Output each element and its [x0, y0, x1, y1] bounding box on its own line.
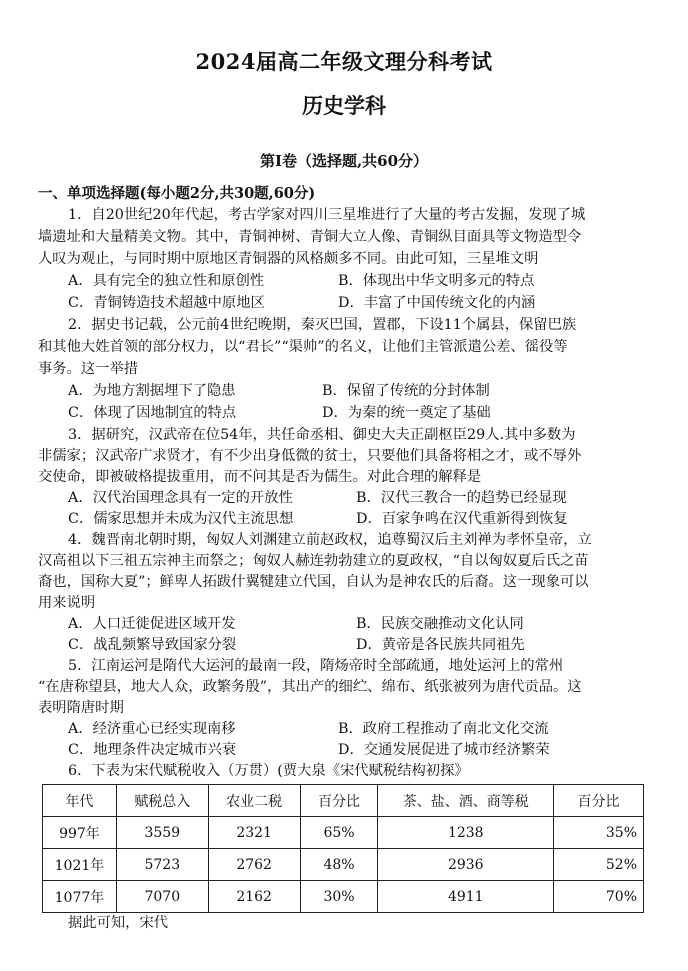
table-cell: 2936 — [378, 849, 554, 881]
question-4-option-c: C．战乱频繁导致国家分裂 — [68, 637, 237, 653]
table-header-cell: 百分比 — [300, 785, 378, 817]
table-row — [43, 849, 644, 881]
table-cell: 48% — [300, 849, 378, 881]
table-row — [43, 881, 644, 913]
question-4-line-2: 汉高祖以下三祖五宗神主而祭之；匈奴人赫连勃勃建立的夏政权，“自以匈奴夏后氏之苗 — [38, 553, 589, 569]
table-cell: 70% — [554, 881, 644, 913]
question-3-line-1: 3．据研究，汉武帝在位54年，共任命丞相、御史大夫正副枢臣29人.其中多数为 — [68, 427, 576, 443]
question-1-line-2: 墙遗址和大量精美文物。其中，青铜神树、青铜大立人像、青铜纵目面具等文物造型令 — [38, 229, 582, 245]
question-4-option-b: B．民族交融推动文化认同 — [356, 616, 524, 632]
question-3-line-3: 交使命，即被破格提拔重用，而不问其是否为儒生。对此合理的解释是 — [38, 469, 482, 485]
question-5-option-d: D．交通发展促进了城市经济繁荣 — [338, 742, 550, 758]
question-1-option-c: C．青铜铸造技术超越中原地区 — [68, 295, 265, 311]
question-3-option-a: A．汉代治国理念具有一定的开放性 — [68, 490, 293, 506]
table-cell: 1021年 — [43, 849, 117, 881]
question-5-option-b: B．政府工程推动了南北文化交流 — [338, 721, 549, 737]
question-1-option-d: D．丰富了中国传统文化的内涵 — [338, 295, 536, 311]
question-2-line-3: 事务。这一举措 — [38, 361, 139, 377]
question-4-option-a: A．人口迁徙促进区域开发 — [68, 616, 236, 632]
table-cell: 2321 — [208, 817, 300, 849]
question-6-line-1: 6．下表为宋代赋税收入（万贯）(贾大泉《宋代赋税结构初探》 — [68, 763, 469, 779]
question-2-option-c: C．体现了因地制宜的特点 — [68, 405, 237, 421]
question-4-line-3: 裔也，国称大夏”；鲜卑人拓跋什翼犍建立代国，自认为是神农氏的后裔。这一现象可以 — [38, 574, 589, 590]
table-row — [43, 817, 644, 849]
question-1-option-b: B．体现出中华文明多元的特点 — [338, 273, 535, 289]
question-2-line-2: 和其他大姓首领的部分权力，以“君长”“渠帅”的名义，让他们主管派遣公差、徭役等 — [38, 339, 568, 355]
table-header-cell: 百分比 — [554, 785, 644, 817]
question-5-line-1: 5．江南运河是隋代大运河的最南一段，隋炀帝时全部疏通，地处运河上的常州 — [68, 658, 564, 674]
question-3-line-2: 非儒家；汉武帝广求贤才，有不少出身低微的贫士，只要他们具备将相之才，或不辱外 — [38, 448, 582, 464]
table-cell: 30% — [300, 881, 378, 913]
question-2-option-b: B．保留了传统的分封体制 — [322, 383, 490, 399]
table-cell: 2162 — [208, 881, 300, 913]
table-header-cell: 年代 — [43, 785, 117, 817]
question-5-option-a: A．经济重心已经实现南移 — [68, 721, 236, 737]
question-3-option-b: B．汉代三教合一的趋势已经显现 — [356, 490, 567, 506]
question-6-followup: 据此可知，宋代 — [68, 915, 169, 931]
question-1-line-1: 1．自20世纪20年代起，考古学家对四川三星堆进行了大量的考古发掘，发现了城 — [68, 207, 586, 223]
table-cell: 2762 — [208, 849, 300, 881]
question-1-line-3: 人叹为观止，与同时期中原地区青铜器的风格颇多不同。由此可知，三星堆文明 — [38, 251, 539, 267]
section-heading: 一、单项选择题(每小题2分,共30题,60分) — [38, 185, 316, 202]
volume-heading: 第Ⅰ卷（选择题,共60分） — [259, 152, 429, 170]
table-cell: 4911 — [378, 881, 554, 913]
question-2-option-d: D．为秦的统一奠定了基础 — [322, 405, 491, 421]
table-cell: 997年 — [43, 817, 117, 849]
table-header-cell: 赋税总入 — [116, 785, 208, 817]
table-cell: 1077年 — [43, 881, 117, 913]
question-4-line-1: 4．魏晋南北朝时期，匈奴人刘渊建立前赵政权，追尊蜀汉后主刘禅为孝怀皇帝，立 — [68, 532, 592, 548]
exam-title: 2024届高二年级文理分科考试 — [195, 49, 493, 74]
table-cell: 5723 — [116, 849, 208, 881]
question-2-line-1: 2．据史书记载，公元前4世纪晚期，秦灭巴国，置郡，下设11个属县，保留巴族 — [68, 317, 577, 333]
table-header-cell: 农业二税 — [208, 785, 300, 817]
question-3-option-c: C．儒家思想并未成为汉代主流思想 — [68, 511, 294, 527]
table-header-cell: 茶、盐、酒、商等税 — [378, 785, 554, 817]
table-cell: 3559 — [116, 817, 208, 849]
tax-table — [42, 784, 644, 913]
table-cell: 1238 — [378, 817, 554, 849]
question-4-line-4: 用来说明 — [38, 595, 96, 611]
table-cell: 35% — [554, 817, 644, 849]
table-cell: 7070 — [116, 881, 208, 913]
question-2-option-a: A．为地方割据埋下了隐患 — [68, 383, 236, 399]
subject-title: 历史学科 — [302, 93, 386, 118]
table-cell: 52% — [554, 849, 644, 881]
question-4-option-d: D．黄帝是各民族共同祖先 — [356, 637, 525, 653]
table-header-row — [43, 785, 644, 817]
question-5-option-c: C．地理条件决定城市兴衰 — [68, 742, 237, 758]
table-cell: 65% — [300, 817, 378, 849]
question-1-option-a: A．具有完全的独立性和原创性 — [68, 273, 265, 289]
question-5-line-3: 表明隋唐时期 — [38, 700, 124, 716]
question-3-option-d: D．百家争鸣在汉代重新得到恢复 — [356, 511, 568, 527]
question-5-line-2: “在唐称望县，地大人众，政繁务殷”，其出产的细纻、绵布、纸张被列为唐代贡品。这 — [38, 679, 582, 695]
